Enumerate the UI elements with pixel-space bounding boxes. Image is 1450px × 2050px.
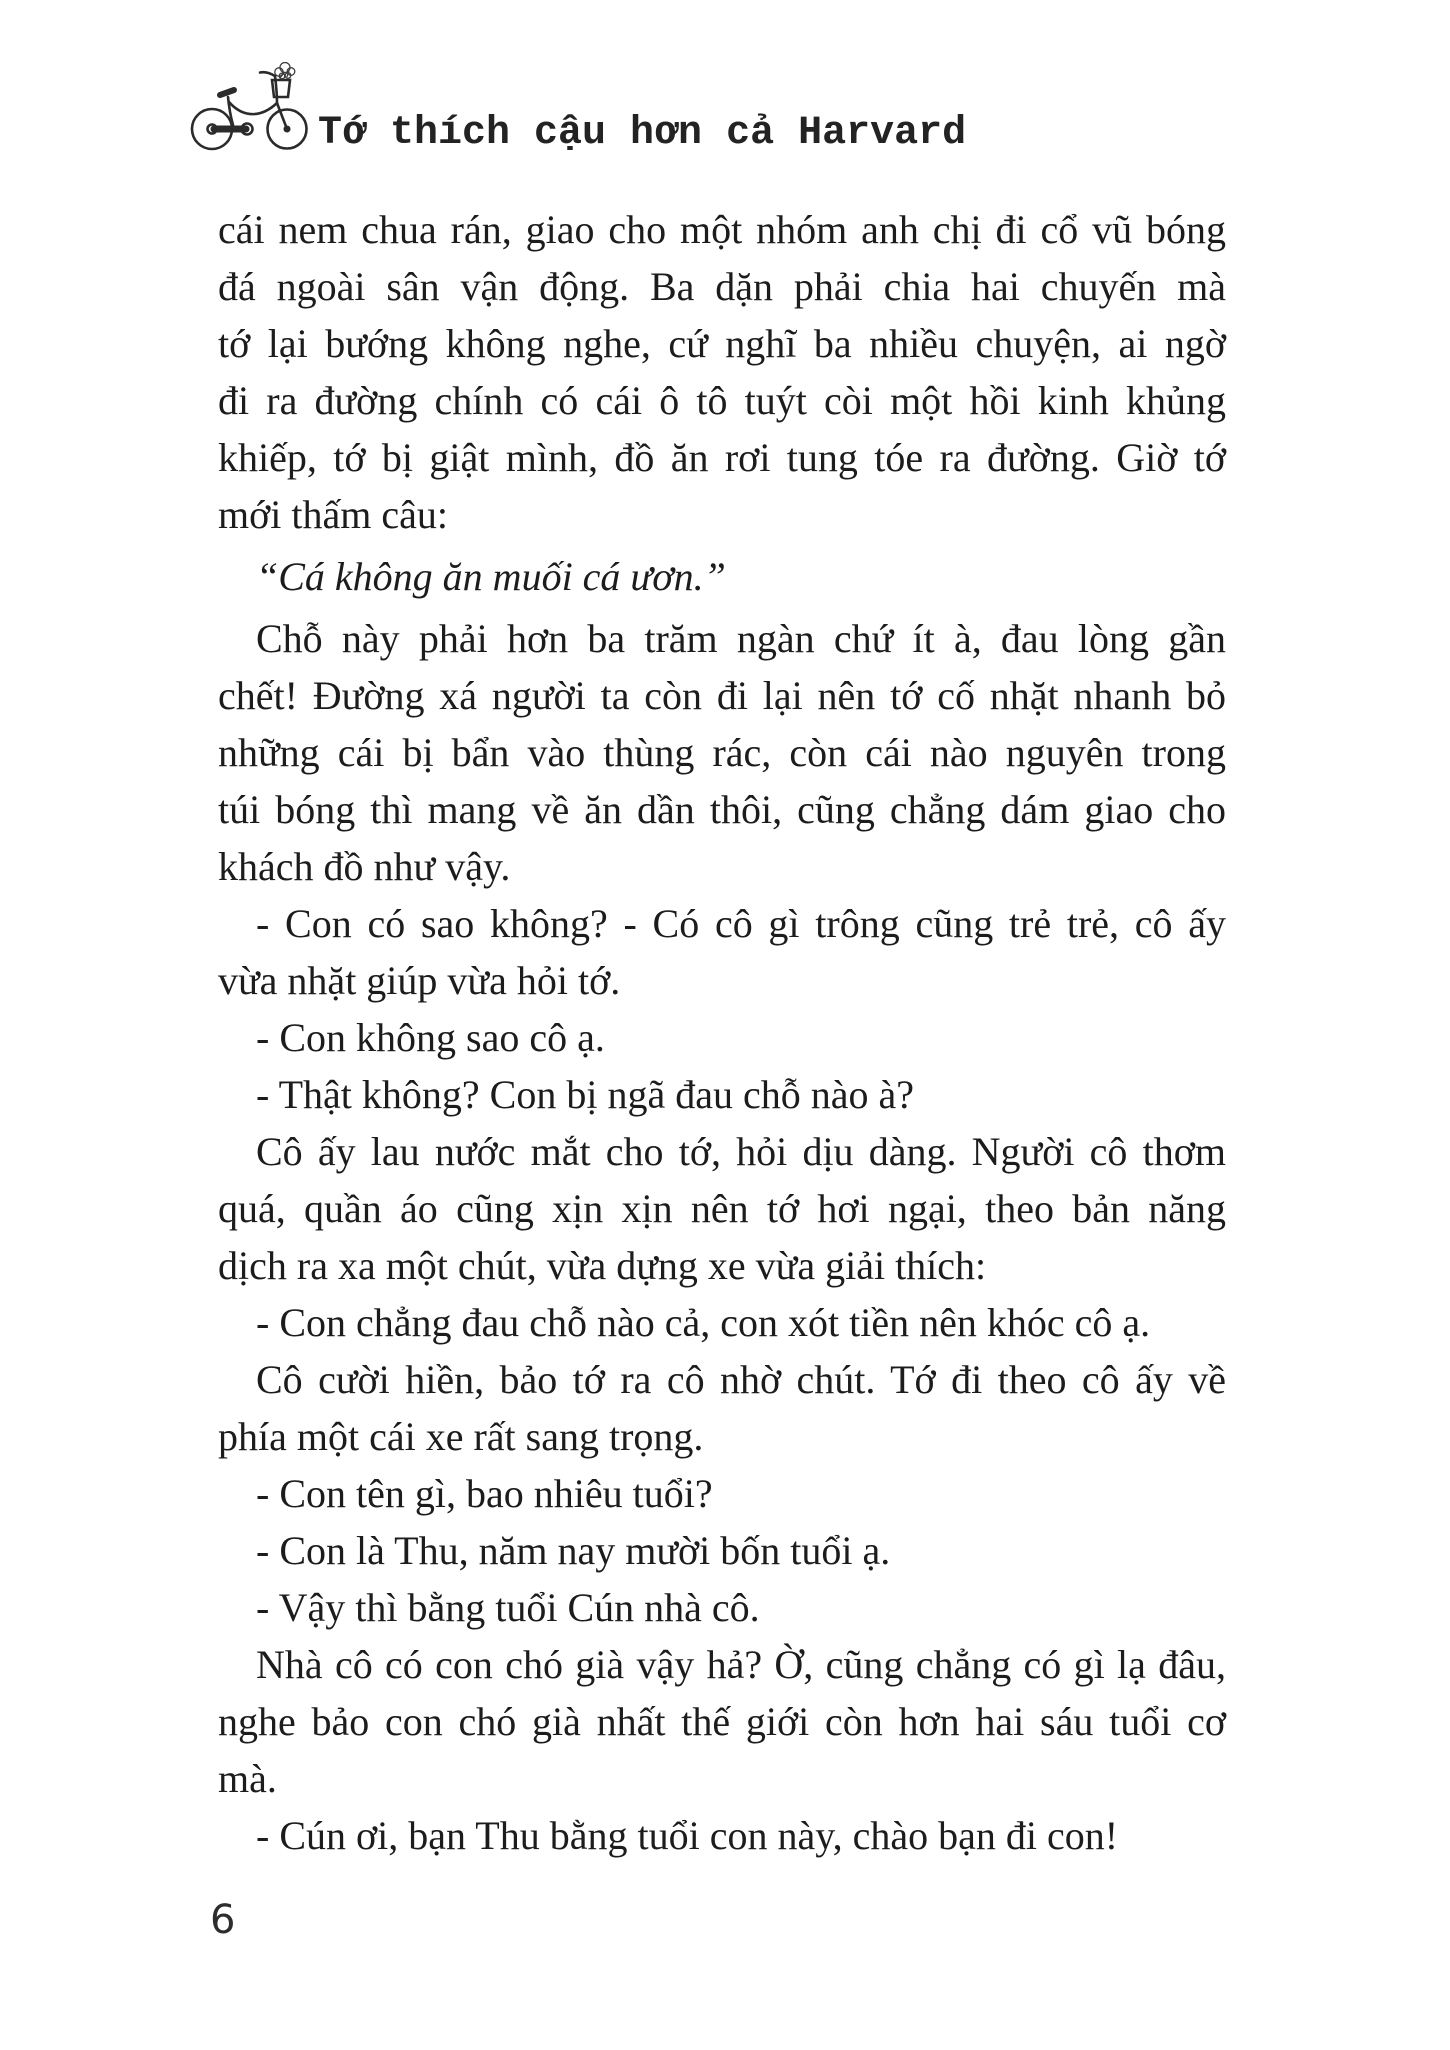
text-line: đá ngoài sân vận động. Ba dặn phải chia hai chuyến mà: [218, 264, 1226, 309]
text-line: khách đồ như vậy.: [218, 844, 511, 889]
text-line: khiếp, tớ bị giật mình, đồ ăn rơi tung tóe ra đường. Giờ tớ: [218, 435, 1226, 480]
bicycle-icon: [188, 56, 310, 152]
text-line: - Cún ơi, bạn Thu bằng tuổi con này, chào bạn đi con!: [256, 1813, 1119, 1858]
text-line: phía một cái xe rất sang trọng.: [218, 1414, 704, 1459]
text-line: đi ra đường chính có cái ô tô tuýt còi một hồi kinh khủng: [218, 378, 1226, 423]
text-line: - Thật không? Con bị ngã đau chỗ nào à?: [256, 1072, 914, 1117]
text-line: - Con chẳng đau chỗ nào cả, con xót tiền nên khóc cô ạ.: [256, 1300, 1151, 1345]
body-text: [218, 201, 1226, 1864]
page-number: 6: [210, 1897, 236, 1943]
text-line: những cái bị bẩn vào thùng rác, còn cái nào nguyên trong: [218, 730, 1226, 775]
text-line: “Cá không ăn muối cá ươn.”: [256, 554, 726, 599]
text-line: - Vậy thì bằng tuổi Cún nhà cô.: [256, 1585, 760, 1630]
text-line: dịch ra xa một chút, vừa dựng xe vừa giải thích:: [218, 1243, 987, 1288]
text-line: mà.: [218, 1756, 277, 1801]
text-line: nghe bảo con chó già nhất thế giới còn hơn hai sáu tuổi cơ: [218, 1699, 1226, 1744]
text-line: quá, quần áo cũng xịn xịn nên tớ hơi ngại, theo bản năng: [218, 1186, 1226, 1231]
text-line: mới thấm câu:: [218, 492, 448, 537]
flowers-icon: [275, 63, 295, 79]
text-line: - Con không sao cô ạ.: [256, 1015, 605, 1060]
text-line: vừa nhặt giúp vừa hỏi tớ.: [218, 958, 621, 1003]
text-line: chết! Đường xá người ta còn đi lại nên tớ cố nhặt nhanh bỏ: [218, 673, 1226, 718]
text-line: - Con tên gì, bao nhiêu tuổi?: [256, 1471, 713, 1516]
text-line: túi bóng thì mang về ăn dần thôi, cũng chẳng dám giao cho: [218, 787, 1226, 832]
text-line: - Con là Thu, năm nay mười bốn tuổi ạ.: [256, 1528, 891, 1573]
text-line: Nhà cô có con chó già vậy hả? Ờ, cũng chẳng có gì lạ đâu,: [256, 1642, 1226, 1687]
text-line: - Con có sao không? - Có cô gì trông cũng trẻ trẻ, cô ấy: [256, 901, 1226, 946]
text-line: Cô ấy lau nước mắt cho tớ, hỏi dịu dàng. Người cô thơm: [256, 1129, 1226, 1174]
text-line: Cô cười hiền, bảo tớ ra cô nhờ chút. Tớ đi theo cô ấy về: [256, 1357, 1226, 1402]
text-line: cái nem chua rán, giao cho một nhóm anh chị đi cổ vũ bóng: [218, 207, 1226, 252]
running-head-title: Tớ thích cậu hơn cả Harvard: [318, 111, 967, 156]
text-line: Chỗ này phải hơn ba trăm ngàn chứ ít à, đau lòng gần: [256, 616, 1226, 661]
text-line: tớ lại bướng không nghe, cứ nghĩ ba nhiều chuyện, ai ngờ: [218, 321, 1226, 366]
